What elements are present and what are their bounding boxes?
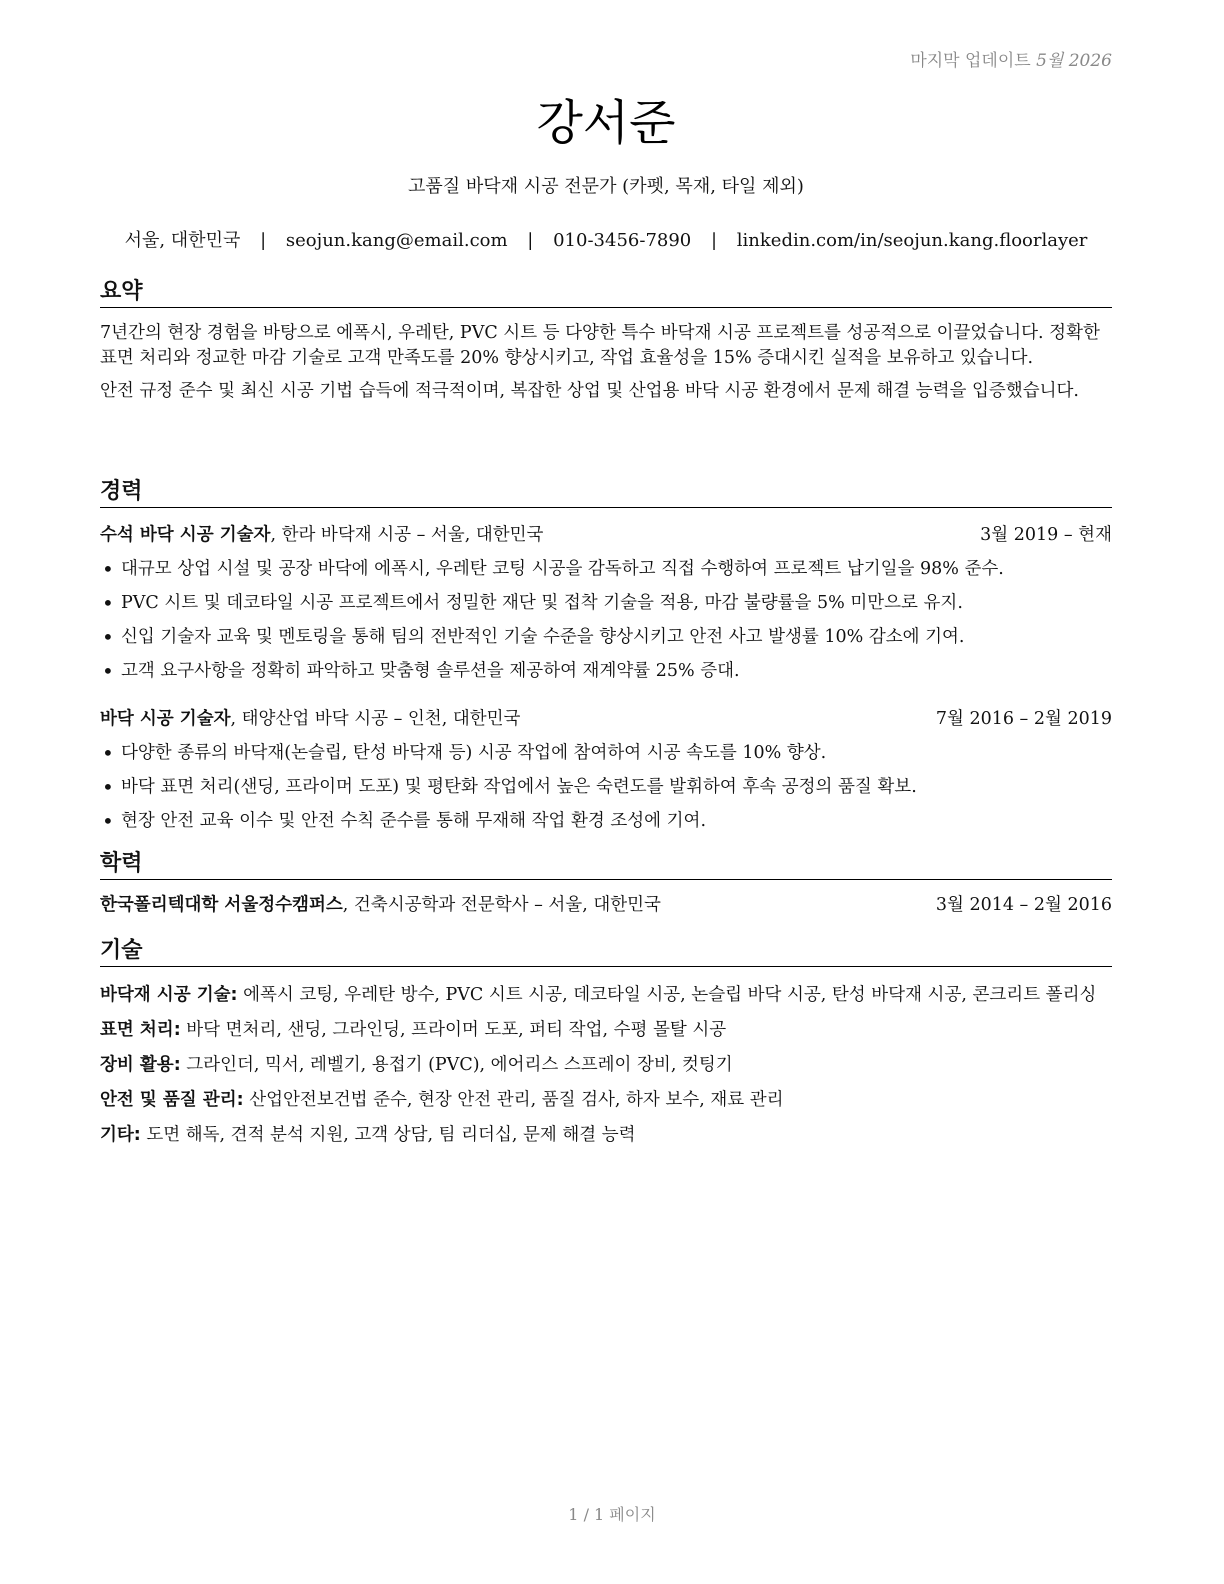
job-bullet: • 현장 안전 교육 이수 및 안전 수칙 준수를 통해 무재해 작업 환경 조성에 기여. xyxy=(100,804,1112,838)
candidate-name: 강서준 xyxy=(536,95,676,151)
skill-label: 안전 및 품질 관리: xyxy=(100,1090,244,1110)
job-title-line xyxy=(100,522,543,548)
skill-item xyxy=(100,982,1112,1008)
skills-heading: 기술 xyxy=(100,937,1112,967)
contact-phone: 010-3456-7890 xyxy=(553,230,692,251)
job-company: , 태양산업 바닥 시공 – 인천, 대한민국 xyxy=(230,709,521,729)
summary-heading: 요약 xyxy=(100,278,1112,308)
education-section xyxy=(100,850,1112,918)
summary-paragraph: 안전 규정 준수 및 최신 시공 기법 습득에 적극적이며, 복잡한 상업 및 산업용 바닥 시공 환경에서 문제 해결 능력을 입증했습니다. xyxy=(100,381,1079,401)
job-title: 수석 바닥 시공 기술자 xyxy=(100,525,271,545)
last-updated-month: 5월 xyxy=(1036,51,1064,71)
summary-section xyxy=(100,278,1112,404)
page-footer: 1 / 1 페이지 xyxy=(568,1505,656,1524)
experience-section xyxy=(100,478,1112,838)
contact-line xyxy=(100,226,1112,252)
skill-item xyxy=(100,1017,1112,1043)
skill-value: 에폭시 코팅, 우레탄 방수, PVC 시트 시공, 데코타일 시공, 논슬립 바닥 시공, 탄성 바닥재 시공, 콘크리트 폴리싱 xyxy=(237,985,1097,1005)
skill-item xyxy=(100,1087,1112,1113)
last-updated-label: 마지막 업데이트 xyxy=(910,51,1031,71)
contact-separator: | xyxy=(527,230,534,251)
skill-label: 바닥재 시공 기술: xyxy=(100,985,238,1005)
job-title: 바닥 시공 기술자 xyxy=(100,709,231,729)
job-title-line xyxy=(100,706,520,732)
skill-label: 기타: xyxy=(100,1125,141,1145)
last-updated-year: 2026 xyxy=(1068,51,1112,71)
contact-email[interactable]: seojun.kang@email.com xyxy=(285,230,508,251)
education-line xyxy=(100,892,661,918)
last-updated xyxy=(910,46,1112,71)
job-bullet: • 신입 기술자 교육 및 멘토링을 통해 팀의 전반적인 기술 수준을 향상시키고 안전 사고 발생률 10% 감소에 기여. xyxy=(100,620,1112,654)
job-dates: 7월 2016 – 2월 2019 xyxy=(935,709,1112,729)
job-header xyxy=(100,522,1112,548)
skill-item xyxy=(100,1052,1112,1078)
education-school: 한국폴리텍대학 서울정수캠퍼스 xyxy=(100,895,343,915)
contact-separator: | xyxy=(710,230,718,251)
skill-value: 산업안전보건법 준수, 현장 안전 관리, 품질 검사, 하자 보수, 재료 관리 xyxy=(243,1090,784,1110)
skill-label: 장비 활용: xyxy=(100,1055,181,1075)
education-heading: 학력 xyxy=(100,850,1112,880)
skill-value: 바닥 면처리, 샌딩, 그라인딩, 프라이머 도포, 퍼티 작업, 수평 몰탈 시공 xyxy=(180,1020,727,1040)
job-bullet: • PVC 시트 및 데코타일 시공 프로젝트에서 정밀한 재단 및 접착 기술을 적용, 마감 불량률을 5% 미만으로 유지. xyxy=(100,586,1112,620)
education-dates: 3월 2014 – 2월 2016 xyxy=(935,895,1112,915)
job-header xyxy=(100,706,1112,732)
skills-section xyxy=(100,937,1112,1148)
job-bullet: • 고객 요구사항을 정확히 파악하고 맞춤형 솔루션을 제공하여 재계약률 25% 증대. xyxy=(100,654,1112,688)
education-entry xyxy=(100,892,1112,918)
contact-linkedin[interactable]: linkedin.com/in/seojun.kang.floorlayer xyxy=(736,230,1088,251)
contact-separator: | xyxy=(260,230,267,251)
skill-item xyxy=(100,1122,1112,1148)
job-bullet: • 다양한 종류의 바닥재(논슬립, 탄성 바닥재 등) 시공 작업에 참여하여 시공 속도를 10% 향상. xyxy=(100,736,1112,770)
contact-location: 서울, 대한민국 xyxy=(124,230,241,251)
tagline: 고품질 바닥재 시공 전문가 (카펫, 목재, 타일 제외) xyxy=(408,176,804,197)
education-detail: , 건축시공학과 전문학사 – 서울, 대한민국 xyxy=(342,895,661,915)
job-bullets xyxy=(100,552,1112,688)
summary-paragraph: 7년간의 현장 경험을 바탕으로 에폭시, 우레탄, PVC 시트 등 다양한 특수 바닥재 시공 프로젝트를 성공적으로 이끌었습니다. 정확한 표면 처리와 정교한 마감 기술로 고객 만족도를 20% 향상시키고, 작업 효율성을 15% 증대시킨 실적을 보유하고 있습니다. xyxy=(100,323,1100,368)
job-dates: 3월 2019 – 현재 xyxy=(980,525,1112,545)
skill-label: 표면 처리: xyxy=(100,1020,181,1040)
job-bullet: • 바닥 표면 처리(샌딩, 프라이머 도포) 및 평탄화 작업에서 높은 숙련도를 발휘하여 후속 공정의 품질 확보. xyxy=(100,770,1112,804)
skill-value: 그라인더, 믹서, 레벨기, 용접기 (PVC), 에어리스 스프레이 장비, 컷팅기 xyxy=(180,1055,733,1075)
job-company: , 한라 바닥재 시공 – 서울, 대한민국 xyxy=(270,525,544,545)
experience-heading: 경력 xyxy=(100,478,1112,508)
skill-value: 도면 해독, 견적 분석 지원, 고객 상담, 팀 리더십, 문제 해결 능력 xyxy=(140,1125,636,1145)
job-bullets xyxy=(100,736,1112,838)
job-bullet: • 대규모 상업 시설 및 공장 바닥에 에폭시, 우레탄 코팅 시공을 감독하고 직접 수행하여 프로젝트 납기일을 98% 준수. xyxy=(100,552,1112,586)
